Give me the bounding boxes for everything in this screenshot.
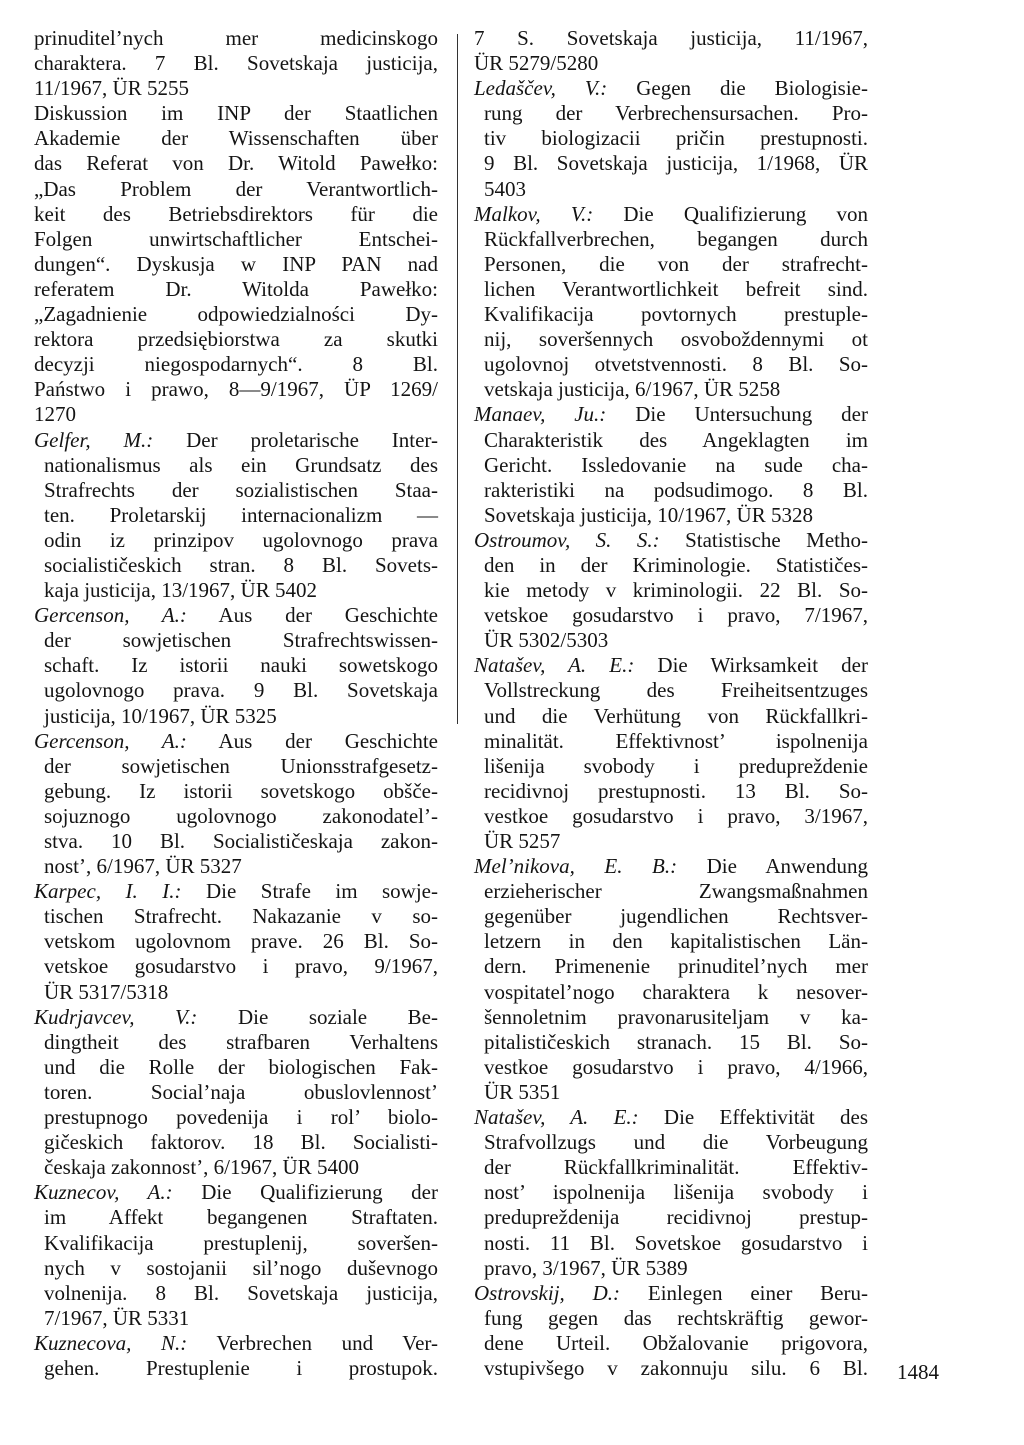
entry-line: ÜR 5257 xyxy=(484,829,561,853)
entry-first-line xyxy=(474,1105,868,1130)
continuation-line: 11/1967, ÜR 5255 xyxy=(34,76,189,101)
entry-line: fung gegen das rechtskräftig gewor- xyxy=(484,1305,868,1330)
entry-line: Rückfallverbrechen, begangen durch xyxy=(484,226,868,251)
entry-line: tischen Strafrecht. Nakazanie v so- xyxy=(44,904,438,929)
entry-author: Ostrovskij, D.: xyxy=(474,1280,621,1305)
bibliography-entry xyxy=(34,1331,438,1381)
entry-first-text: Gegen die Biologisie- xyxy=(607,76,868,101)
entry-first-text: Die Anwendung xyxy=(677,854,868,879)
entry-line: lišenija svobody i predupreždenie xyxy=(484,753,868,778)
continuation-line: referatem Dr. Witolda Pawełko: xyxy=(34,276,438,301)
bibliography-entry xyxy=(474,528,868,653)
entry-author: Natašev, A. E.: xyxy=(474,1105,639,1130)
entry-line: im Affekt begangenen Straftaten. xyxy=(44,1205,438,1230)
entry-line: vetskoe gosudarstvo i pravo, 7/1967, xyxy=(484,603,868,628)
bibliography-entry xyxy=(474,1281,868,1381)
entry-line: ÜR 5351 xyxy=(484,1079,561,1104)
entry-line: nych v sostojanii sil’nogo duševnogo xyxy=(44,1255,438,1280)
bibliography-entry xyxy=(34,879,438,1004)
entry-line: Vollstreckung des Freiheitsentzuges xyxy=(484,678,868,703)
entry-first-line xyxy=(34,879,438,904)
entry-line: gebung. Iz istorii sovetskogo obšče- xyxy=(44,778,438,803)
continuation-line: ÜR 5279/5280 xyxy=(474,51,599,76)
entry-author: Gelfer, M.: xyxy=(34,427,154,452)
bibliography-entry xyxy=(474,402,868,527)
entry-line: nost’ ispolnenija lišenija svobody i xyxy=(484,1180,868,1205)
continuation-line: Państwo i prawo, 8—9/1967, ÜP 1269/ xyxy=(34,377,438,402)
entry-line: Kvalifikacija prestuplenij, soveršen- xyxy=(44,1230,438,1255)
entry-line: kaja justicija, 13/1967, ÜR 5402 xyxy=(44,578,317,603)
entry-author: Ostroumov, S. S.: xyxy=(474,527,660,552)
entry-line: ÜR 5317/5318 xyxy=(44,979,169,1004)
entry-first-text: Einlegen einer Beru- xyxy=(620,1280,868,1305)
left-entries xyxy=(34,428,438,1382)
entry-line: Sovetskaja justicija, 10/1967, ÜR 5328 xyxy=(484,502,813,527)
left-column xyxy=(34,26,438,1381)
entry-first-line xyxy=(474,202,868,227)
entry-author: Gercenson, A.: xyxy=(34,728,187,753)
entry-author: Manaev, Ju.: xyxy=(474,402,607,427)
entry-line: predupreždenija recidivnoj prestup- xyxy=(484,1205,868,1230)
entry-line: vestkoe gosudarstvo i pravo, 3/1967, xyxy=(484,803,868,828)
entry-first-line xyxy=(34,428,438,453)
entry-line: gičeskich faktorov. 18 Bl. Socialisti- xyxy=(44,1130,438,1155)
entry-first-text: Die Wirksamkeit der xyxy=(634,653,868,678)
entry-first-text: Die Qualifizierung von xyxy=(593,201,868,226)
continuation-line: „Das Problem der Verantwortlich- xyxy=(34,176,438,201)
entry-line: Personen, die von der strafrecht- xyxy=(484,251,868,276)
right-entries xyxy=(474,76,868,1381)
entry-line: sojuznogo ugolovnogo zakonodatel’- xyxy=(44,803,438,828)
entry-author: Mel’nikova, E. B.: xyxy=(474,854,678,879)
continuation-line: das Referat von Dr. Witold Pawełko: xyxy=(34,151,438,176)
entry-line: vetskom ugolovnom prave. 26 Bl. So- xyxy=(44,929,438,954)
continuation-line: 7 S. Sovetskaja justicija, 11/1967, xyxy=(474,26,868,50)
entry-line: den in der Kriminologie. Statističes- xyxy=(484,552,868,577)
entry-line: vstupivšego v zakonnuju silu. 6 Bl. xyxy=(484,1355,868,1380)
entry-author: Karpec, I. I.: xyxy=(34,879,182,904)
entry-first-line xyxy=(474,653,868,678)
entry-author: Kuznecova, N.: xyxy=(34,1330,188,1355)
continuation-line: 1270 xyxy=(34,402,76,427)
entry-line: 7/1967, ÜR 5331 xyxy=(44,1305,190,1330)
entry-line: vetskoe gosudarstvo i pravo, 9/1967, xyxy=(44,954,438,979)
entry-first-text: Die Untersuchung der xyxy=(606,402,868,427)
entry-line: českaja zakonnost’, 6/1967, ÜR 5400 xyxy=(44,1155,359,1180)
entry-line: erzieherischer Zwangsmaßnahmen xyxy=(484,879,868,904)
entry-line: prestupnogo povedenija i rol’ biolo- xyxy=(44,1105,438,1130)
entry-line: stva. 10 Bl. Socialističeskaja zakon- xyxy=(44,829,438,853)
entry-line: justicija, 10/1967, ÜR 5325 xyxy=(44,703,277,728)
bibliography-entry xyxy=(474,854,868,1105)
entry-line: minalität. Effektivnost’ ispolnenija xyxy=(484,728,868,753)
continuation-line: dungen“. Dyskusja w INP PAN nad xyxy=(34,251,438,276)
entry-first-line xyxy=(474,528,868,553)
left-continuation xyxy=(34,26,438,428)
entry-line: rakteristiki na podsudimogo. 8 Bl. xyxy=(484,477,868,502)
entry-line: rung der Verbrechensursachen. Pro- xyxy=(484,101,868,126)
entry-line: kie metody v kriminologii. 22 Bl. So- xyxy=(484,578,868,603)
entry-first-text: Aus der Geschichte xyxy=(186,603,438,628)
entry-first-text: Der proletarische Inter- xyxy=(153,427,439,452)
entry-line: der sowjetischen Unionsstrafgesetz- xyxy=(44,753,438,778)
entry-first-line xyxy=(34,603,438,628)
continuation-line: rektora przedsiębiorstwa za skutki xyxy=(34,327,438,352)
entry-line: recidivnoj prestupnosti. 13 Bl. So- xyxy=(484,778,868,803)
entry-line: Strafvollzugs und die Vorbeugung xyxy=(484,1130,868,1155)
entry-line: Charakteristik des Angeklagten im xyxy=(484,427,868,452)
bibliography-entry xyxy=(34,603,438,728)
entry-line: nosti. 11 Bl. Sovetskoe gosudarstvo i xyxy=(484,1230,868,1255)
entry-line: vestkoe gosudarstvo i pravo, 4/1966, xyxy=(484,1054,868,1079)
entry-line: pitalističeskich stranach. 15 Bl. So- xyxy=(484,1029,868,1054)
entry-first-text: Statistische Metho- xyxy=(659,527,868,552)
entry-line: nost’, 6/1967, ÜR 5327 xyxy=(44,854,242,879)
bibliography-entry xyxy=(34,1180,438,1331)
continuation-line: Akademie der Wissenschaften über xyxy=(34,126,438,151)
entry-first-line xyxy=(474,76,868,101)
entry-first-text: Die Effektivität des xyxy=(638,1105,869,1130)
bibliography-entry xyxy=(34,428,438,604)
entry-first-line xyxy=(34,729,438,754)
column-divider xyxy=(457,34,458,724)
entry-line: ugolovnogo prava. 9 Bl. Sovetskaja xyxy=(44,678,438,703)
entry-first-text: Die soziale Be- xyxy=(197,1004,438,1029)
entry-first-line xyxy=(474,1281,868,1306)
entry-first-line xyxy=(34,1180,438,1205)
entry-author: Natašev, A. E.: xyxy=(474,653,635,678)
entry-line: gehen. Prestuplenie i prostupok. xyxy=(44,1355,438,1380)
entry-line: socialističeskich stran. 8 Bl. Sovets- xyxy=(44,552,438,577)
entry-first-text: Aus der Geschichte xyxy=(186,728,438,753)
continuation-line: charaktera. 7 Bl. Sovetskaja justicija, xyxy=(34,51,438,76)
entry-line: nationalismus als ein Grundsatz des xyxy=(44,452,438,477)
entry-line: ÜR 5302/5303 xyxy=(484,628,609,653)
entry-line: Strafrechts der sozialistischen Staa- xyxy=(44,477,438,502)
continuation-line: Diskussion im INP der Staatlichen xyxy=(34,101,438,126)
bibliography-entry xyxy=(34,729,438,880)
continuation-line: „Zagadnienie odpowiedzialności Dy- xyxy=(34,302,438,327)
bibliography-entry xyxy=(474,202,868,403)
entry-line: der sowjetischen Strafrechtswissen- xyxy=(44,628,438,653)
continuation-line: keit des Betriebsdirektors für die xyxy=(34,201,438,226)
entry-line: tiv biologizacii pričin prestupnosti. xyxy=(484,126,868,151)
entry-line: ugolovnoj otvetstvennosti. 8 Bl. So- xyxy=(484,352,868,377)
entry-author: Gercenson, A.: xyxy=(34,603,187,628)
entry-line: Gericht. Issledovanie na sude cha- xyxy=(484,452,868,477)
entry-first-text: Die Qualifizierung der xyxy=(172,1180,438,1205)
entry-line: toren. Social’naja obuslovlennost’ xyxy=(44,1079,438,1104)
entry-line: Kvalifikacija povtornych prestuple- xyxy=(484,302,868,327)
entry-line: der Rückfallkriminalität. Effektiv- xyxy=(484,1155,868,1180)
entry-line: und die Rolle der biologischen Fak- xyxy=(44,1054,438,1079)
bibliography-entry xyxy=(474,653,868,854)
entry-line: pravo, 3/1967, ÜR 5389 xyxy=(484,1255,688,1280)
entry-line: volnenija. 8 Bl. Sovetskaja justicija, xyxy=(44,1280,438,1305)
entry-author: Kudrjavcev, V.: xyxy=(34,1004,198,1029)
right-continuation xyxy=(474,26,868,76)
entry-line: 5403 xyxy=(484,176,526,201)
continuation-line: Folgen unwirtschaftlicher Entschei- xyxy=(34,226,438,251)
entry-line: lichen Verantwortlichkeit befreit sind. xyxy=(484,276,868,301)
bibliography-entry xyxy=(474,1105,868,1281)
entry-line: dern. Primenenie prinuditel’nych mer xyxy=(484,954,868,979)
continuation-line: prinuditel’nych mer medicinskogo xyxy=(34,26,438,50)
entry-first-line xyxy=(34,1331,438,1356)
entry-author: Kuznecov, A.: xyxy=(34,1180,173,1205)
continuation-line: decyzji niegospodarnych“. 8 Bl. xyxy=(34,352,438,377)
entry-first-text: Verbrechen und Ver- xyxy=(187,1330,438,1355)
entry-first-text: Die Strafe im sowje- xyxy=(181,879,438,904)
entry-first-line xyxy=(474,854,868,879)
entry-line: und die Verhütung von Rückfallkri- xyxy=(484,703,868,728)
entry-line: dene Urteil. Obžalovanie prigovora, xyxy=(484,1330,868,1355)
entry-line: letzern in den kapitalistischen Län- xyxy=(484,929,868,954)
right-column xyxy=(474,26,868,1381)
entry-line: odin iz prinzipov ugolovnogo prava xyxy=(44,527,438,552)
bibliography-entry xyxy=(34,1005,438,1181)
entry-first-line xyxy=(34,1005,438,1030)
entry-author: Ledaščev, V.: xyxy=(474,76,608,101)
bibliography-entry xyxy=(474,76,868,201)
entry-line: vetskaja justicija, 6/1967, ÜR 5258 xyxy=(484,377,781,402)
entry-line: dingtheit des strafbaren Verhaltens xyxy=(44,1029,438,1054)
entry-line: ten. Proletarskij internacionalizm — xyxy=(44,502,438,527)
entry-first-line xyxy=(474,402,868,427)
page-number: 1484 xyxy=(897,1360,939,1384)
entry-line: šennoletnim pravonarusiteljam v ka- xyxy=(484,1004,868,1029)
entry-line: vospitatel’nogo charaktera k nesover- xyxy=(484,979,868,1004)
entry-author: Malkov, V.: xyxy=(474,201,594,226)
entry-line: 9 Bl. Sovetskaja justicija, 1/1968, ÜR xyxy=(484,151,868,176)
entry-line: schaft. Iz istorii nauki sowetskogo xyxy=(44,653,438,678)
entry-line: nij, soveršennych osvoboždennymi ot xyxy=(484,327,868,352)
entry-line: gegenüber jugendlichen Rechtsver- xyxy=(484,904,868,929)
